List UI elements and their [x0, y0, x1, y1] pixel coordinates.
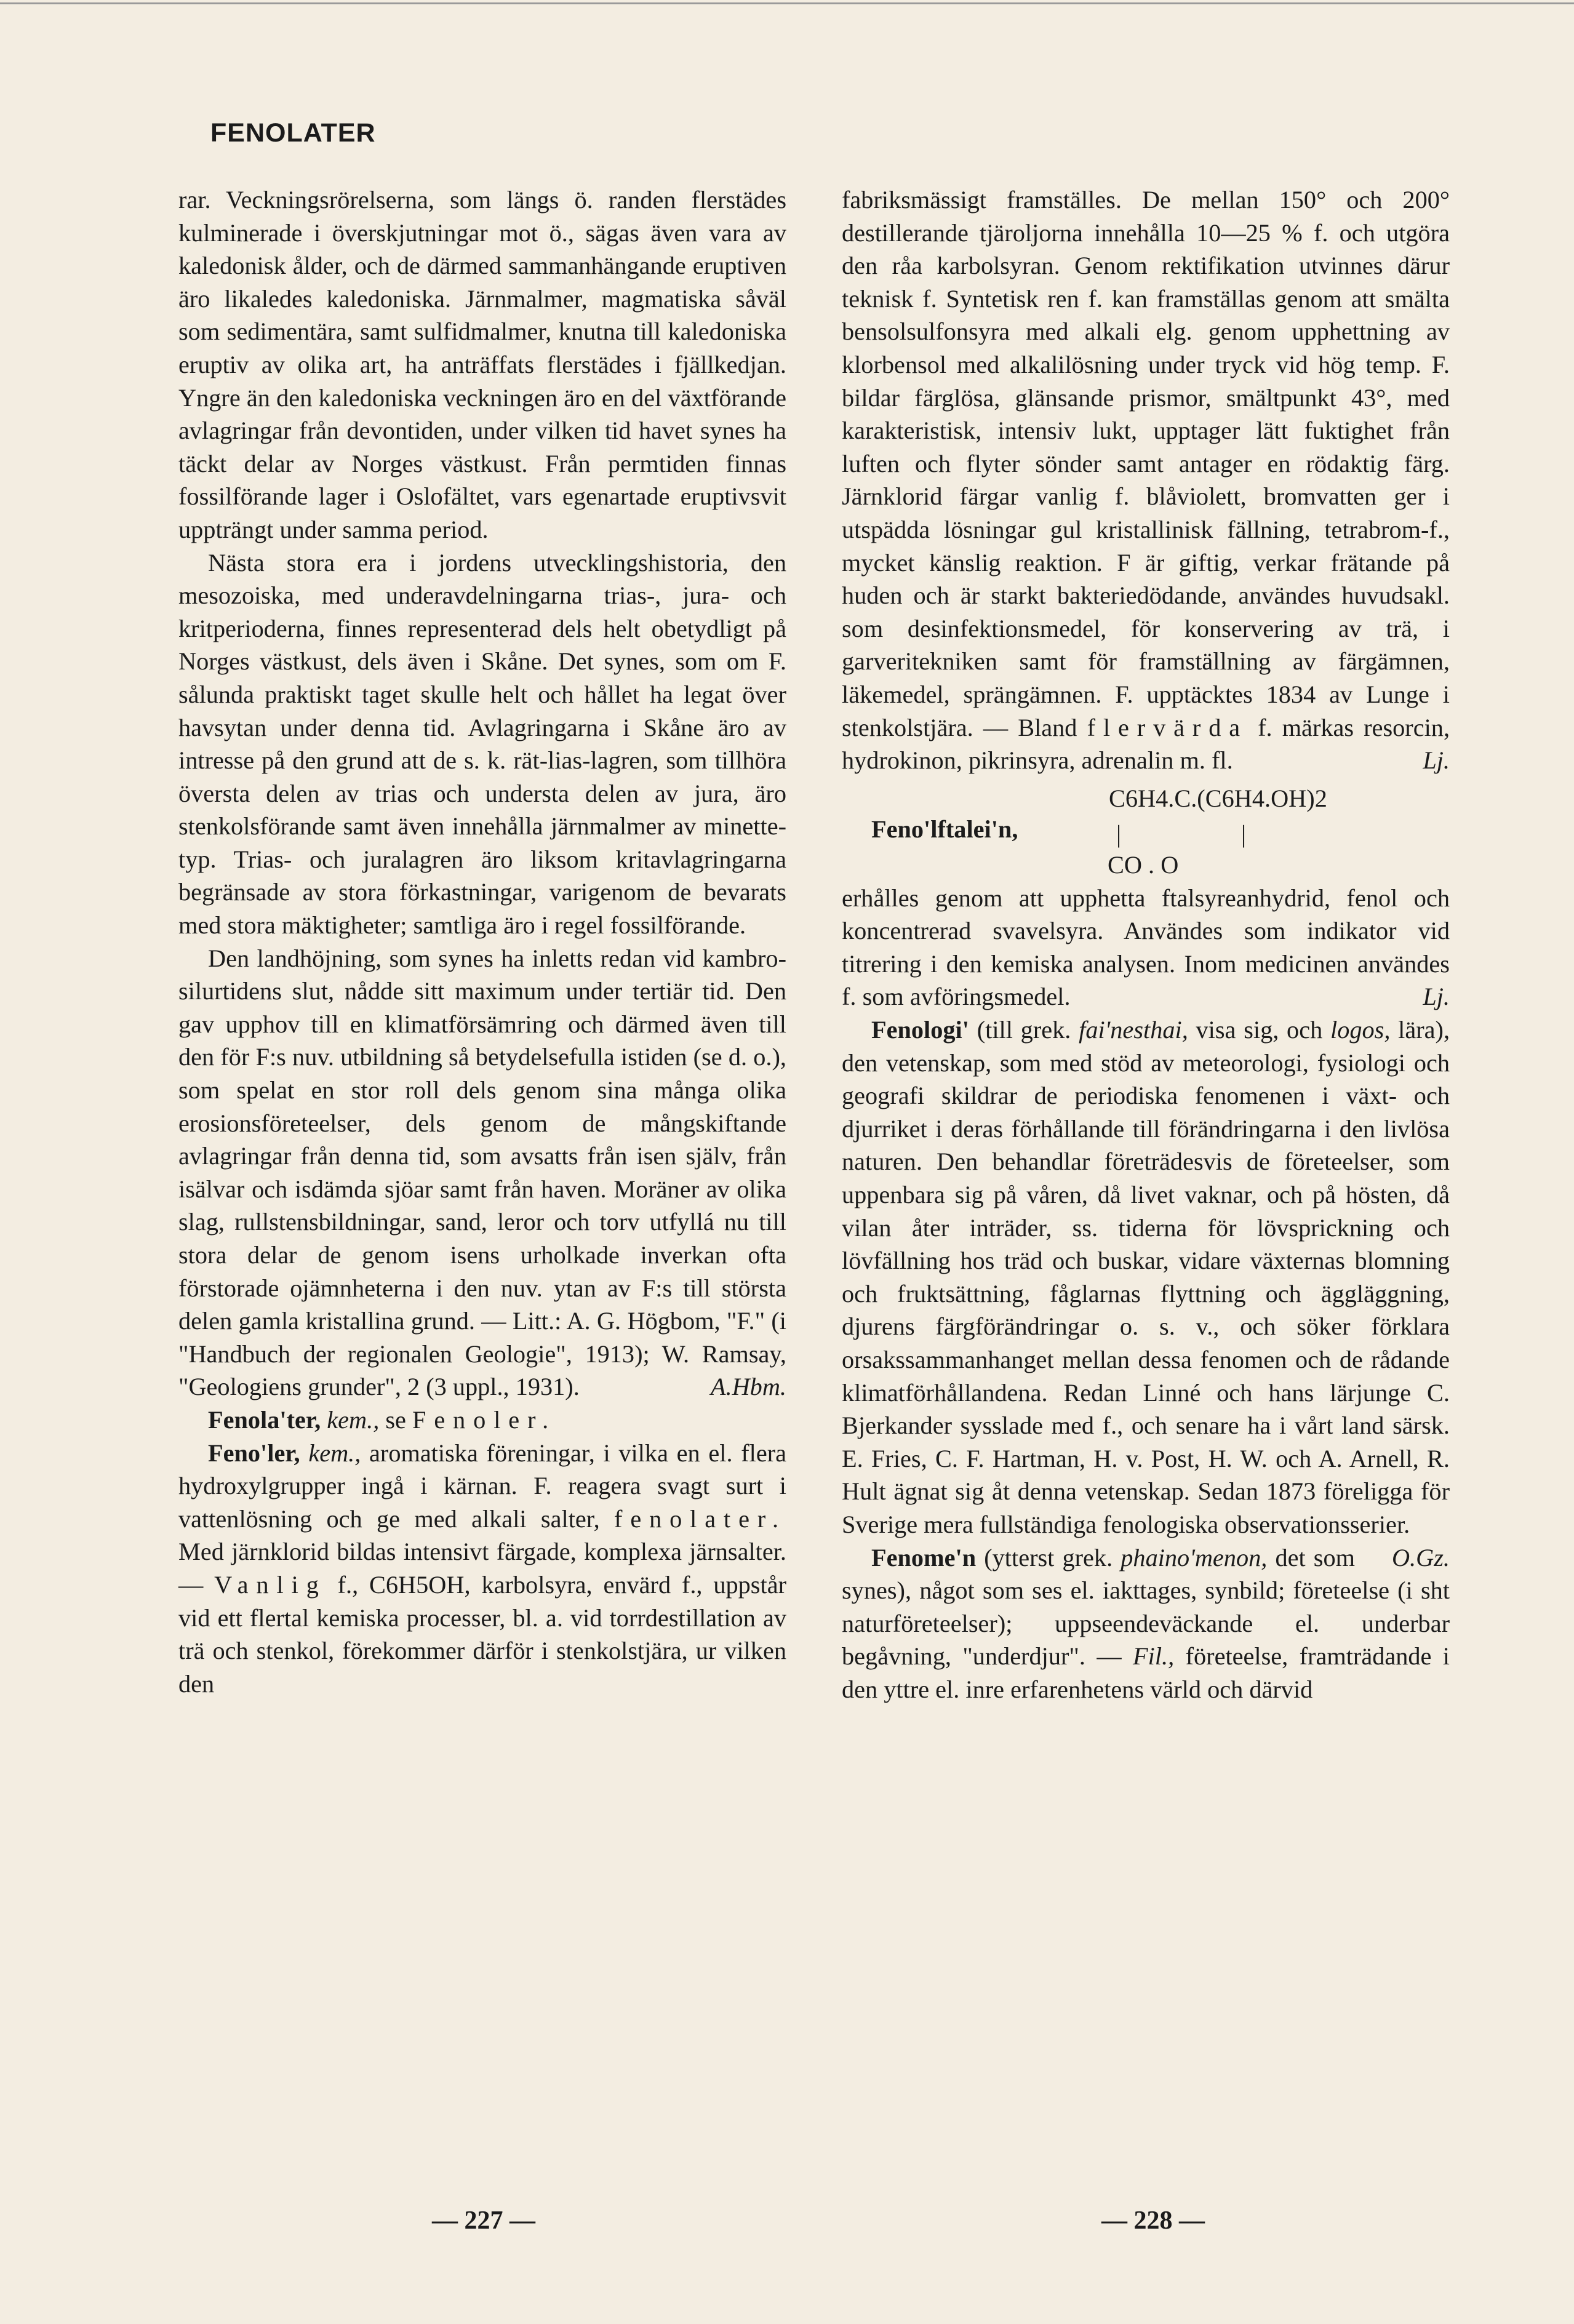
- entry-head-fenoler: Feno'ler,: [208, 1439, 300, 1467]
- kem-label: kem.,: [308, 1439, 361, 1467]
- paragraph-fenolftalein: [842, 882, 1450, 1013]
- paragraph-fenolftalein-text: erhålles genom att upphetta ftalsyreanhydrid, fenol och koncentrerad svavelsyra. Användes som indikator vid titrering i den kemiska analysen. Inom medicinen användes f. som avföringsmedel.: [842, 884, 1450, 1011]
- signature-lj: Lj.: [1423, 746, 1450, 775]
- entry-head-fenolater: Fenola'ter,: [208, 1405, 321, 1434]
- entry-fenoler-text-b: Med järnklorid bildas intensivt färgade, komplexa järnsalter. —: [178, 1538, 786, 1599]
- entry-fenomen-text-c: företeelse, framträdande i den yttre el. inre erfarenhetens värld och därvid: [842, 1642, 1450, 1703]
- spaced-term-fenolater: fenolater.: [614, 1504, 786, 1533]
- entry-fenolater: [178, 1404, 786, 1437]
- signature-ahbm: A.Hbm.: [710, 1373, 786, 1401]
- page-number-right: — 228 —: [1101, 2206, 1205, 2235]
- signature-lj: Lj.: [1423, 983, 1450, 1011]
- paragraph-fenol-end: f. märkas resorcin, hydrokinon, pikrinsyra, adrenalin m. fl.: [842, 713, 1450, 775]
- formula-bond-right: |: [1241, 820, 1247, 848]
- spaced-term-vanlig: Vanlig: [214, 1570, 327, 1599]
- paragraph-fenol-continued: [842, 183, 1450, 777]
- entry-head-fenolftalein: Feno'lftalei'n,: [871, 815, 1018, 843]
- paragraph-geology-3-text: Den landhöjning, som synes ha inletts redan vid kambro-silurtidens slut, nådde sitt maximum under tertiär tid. Den gav upphov till en klimatförsämring och därmed även till den för F:s nuv. utbildning så betydelsefulla istiden (se d. o.), som spelat en stor roll dels genom sina många olika erosionsföreteelser, dels genom de mångskiftande avlagringar från denna tid, som avsatts från isen själv, från isälvar och isdämda sjöar samt från haven. Moräner av olika slag, rullstensbildningar, sand, leror och torv utfyllá nu till stora delar de genom isens urholkade inverkan ofta förstorade ojämnheterna i den nuv. ytan av F:s till största delen gamla kristallina grund. — Litt.: A. G. Högbom, "F." (i "Handbuch der regionalen Geologie", 1913); W. Ramsay, "Geologiens grunder", 2 (3 uppl., 1931).: [178, 944, 786, 1401]
- entry-fenomen-text-b: det som synes), något som ses el. iakttages, synbild; företeelse (i sht naturföreteelser); uppseendeväckande el. underbar begåvning, "underdjur". —: [842, 1543, 1450, 1671]
- entry-fenoler-text-c: f., C6H5OH, karbolsyra, envärd f., uppstår vid ett flertal kemiska processer, bl. a. vid torrdestillation av trä och stenkol, förekommer därför i stenkolstjära, ur vilken den: [178, 1570, 786, 1698]
- entry-fenolftalein-formula: [842, 782, 1450, 880]
- fil-label: Fil.,: [1133, 1642, 1175, 1671]
- entry-fenomen: [842, 1541, 1450, 1706]
- entry-fenologi-text-a: (till grek.: [977, 1016, 1071, 1044]
- paragraph-geology-3: [178, 942, 786, 1404]
- entry-fenoler: [178, 1437, 786, 1701]
- running-head: FENOLATER: [210, 118, 376, 148]
- kem-label: kem.,: [327, 1405, 380, 1434]
- entry-fenologi-text-c: lära), den vetenskap, som med stöd av meteorologi, fysiologi och geografi skildrar de periodiska fenomenen i växt- och djurriket i deras förhållande till förändringarna i den livlösa naturen. Den behandlar företrädesvis de företeelser, som uppenbara sig på våren, då livet vaknar, och på hösten, då vilan åter inträder, ss. tiderna för lövsprickning och lövfällning hos träd och buskar, vidare växternas blomning och fruktsättning, fåglarnas flyttning och äggläggning, djurens färgförändringar o. s. v., och söker förklara orsakssammanhanget mellan dessa fenomen och de rådande klimatförhållandena. Redan Linné och hans lärjunge C. Bjerkander sysslade med f., och senare ha i vårt land särsk. E. Fries, C. F. Hartman, H. v. Post, H. W. och A. Arnell, R. Hult ägnat sig åt denna vetenskap. Sedan 1873 föreligga för Sverige mera fullständiga fenologiska observationsserier.: [842, 1016, 1450, 1538]
- paragraph-geology-2: Nästa stora era i jordens utvecklingshistoria, den mesozoiska, med underavdelningarna trias-, jura- och kritperioderna, finnes representerad dels helt obetydligt på Norges västkust, dels även i Skåne. Det synes, som om F. sålunda praktiskt taget skulle helt och hållet ha legat över havsytan under denna tid. Avlagringarna i Skåne äro av intresse på den grund att de s. k. rät-lias-lagren, som tillhöra översta delen av trias och understa delen av jura, äro stenkolsförande samt även innehålla järnmalmer av minette-typ. Trias- och juralagren äro liksom kritavlagringarna begränsade av stora förkastningar, varigenom de bevarats med stora mäktigheter; samtliga äro i regel fossilförande.: [178, 548, 786, 940]
- entry-fenologi-text-b: visa sig, och: [1196, 1016, 1323, 1044]
- left-column: [178, 183, 786, 1700]
- cross-reference-fenoler[interactable]: Fenoler.: [412, 1405, 557, 1434]
- formula-bond-left: |: [1116, 820, 1122, 848]
- formula-bottom-line: CO . O: [1108, 850, 1179, 879]
- right-column: [842, 183, 1450, 1706]
- entry-head-fenomen: Fenome'n: [871, 1543, 977, 1571]
- signature-ogz: O.Gz.: [1391, 1543, 1450, 1571]
- page-number-left: — 227 —: [432, 2206, 535, 2235]
- entry-fenoler-text-a: aromatiska föreningar, i vilka en el. flera hydroxylgrupper ingå i kärnan. F. reagera svagt surt i vattenlösning och ge med alkali salter,: [178, 1439, 787, 1533]
- spaced-term-flervarda: flervärda: [1087, 713, 1248, 741]
- greek-word-logos: logos,: [1330, 1016, 1391, 1044]
- paragraph-geology-1: rar. Veckningsrörelserna, som längs ö. randen flerstädes kulminerade i överskjutningar mot ö., sägas även vara av kaledonisk ålder, och de därmed sammanhängande eruptiven äro likaledes kaledoniska. Järnmalmer, magmatiska såväl som sedimentära, samt sulfidmalmer, knutna till kaledoniska eruptiv av olika art, ha anträffats flerstädes i fjällkedjan. Yngre än den kaledoniska veckningen äro en del växtförande avlagringar från devontiden, under vilken tid havet synes ha täckt delar av Norges västkust. Från permtiden finnas fossilförande lager i Oslofältet, vars egenartade eruptivsvit uppträngt under samma period.: [178, 186, 786, 543]
- greek-word-phainomenon: phaino'menon,: [1121, 1543, 1268, 1571]
- entry-fenomen-text-a: (ytterst grek.: [984, 1543, 1113, 1571]
- entry-head-fenologi: Fenologi': [871, 1016, 969, 1044]
- formula-top-line: C6H4.C.(C6H4.OH)2: [1109, 784, 1327, 812]
- greek-word-fainesthai: fai'nesthai,: [1079, 1016, 1188, 1044]
- se-label: se: [385, 1405, 406, 1434]
- top-rule: [0, 2, 1574, 4]
- paragraph-fenol-text: fabriksmässigt framställes. De mellan 150° och 200° destillerande tjäroljorna innehålla 10—25 % f. och utgöra den råa karbolsyran. Genom rektifikation utvinnes därur teknisk f. Syntetisk ren f. kan framställas genom att smälta bensolsulfonsyra med alkali elg. genom upphettning av klorbensol med alkalilösning under tryck vid hög temp. F. bildar färglösa, glänsande prismor, smältpunkt 43°, med karakteristisk, intensiv lukt, upptager lätt fuktighet från luften och flyter sönder samt antager en rödaktig färg. Järnklorid färgar vanlig f. blåviolett, bromvatten ger i utspädda lösningar gul kristallinisk fällning, tetrabrom-f., mycket känslig reaktion. F är giftig, verkar frätande på huden och är starkt bakteriedödande, användes huvudsakl. som desinfektionsmedel, för konservering av trä, i garveritekniken samt för framställning av färgämnen, läkemedel, sprängämnen. F. upptäcktes 1834 av Lunge i stenkolstjära. — Bland: [842, 186, 1450, 741]
